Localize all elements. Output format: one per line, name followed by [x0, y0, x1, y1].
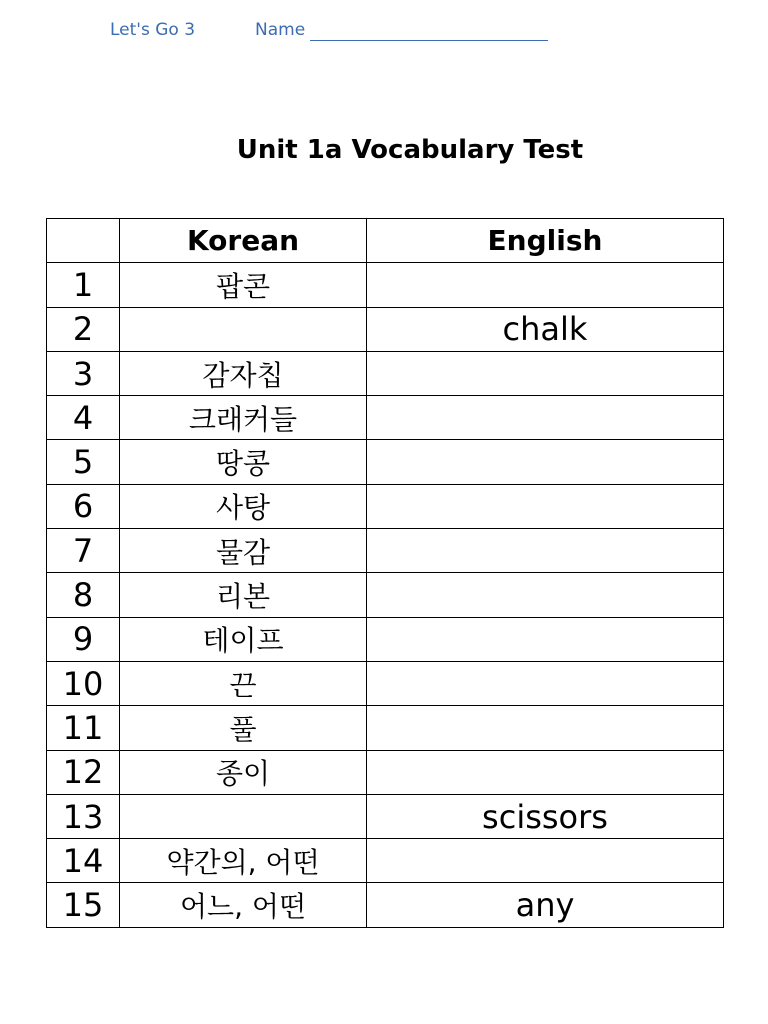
english-cell: any [367, 883, 724, 927]
korean-cell: 크래커들 [120, 396, 367, 440]
row-number: 5 [47, 440, 120, 484]
table-header-row [47, 219, 724, 263]
korean-cell [120, 307, 367, 351]
korean-cell: 땅콩 [120, 440, 367, 484]
table-row [47, 839, 724, 883]
row-number: 4 [47, 396, 120, 440]
english-cell [367, 573, 724, 617]
table-row [47, 794, 724, 838]
page-title: Unit 1a Vocabulary Test [236, 135, 584, 165]
row-number: 12 [47, 750, 120, 794]
table-row [47, 617, 724, 661]
english-cell [367, 750, 724, 794]
table-row [47, 529, 724, 573]
korean-cell: 종이 [120, 750, 367, 794]
table-row [47, 396, 724, 440]
table-row [47, 307, 724, 351]
row-number: 9 [47, 617, 120, 661]
korean-cell: 테이프 [120, 617, 367, 661]
table-row [47, 883, 724, 927]
row-number: 6 [47, 484, 120, 528]
korean-cell: 감자칩 [120, 351, 367, 395]
name-blank-line [310, 40, 548, 41]
english-cell: chalk [367, 307, 724, 351]
table-row [47, 750, 724, 794]
header [110, 20, 306, 40]
english-cell [367, 661, 724, 705]
english-cell [367, 617, 724, 661]
header-english: English [367, 219, 724, 263]
english-cell: scissors [367, 794, 724, 838]
row-number: 8 [47, 573, 120, 617]
table-row [47, 263, 724, 307]
english-cell [367, 263, 724, 307]
korean-cell: 팝콘 [120, 263, 367, 307]
english-cell [367, 706, 724, 750]
table-row [47, 484, 724, 528]
course-label: Let's Go 3 [110, 20, 196, 40]
english-cell [367, 529, 724, 573]
vocabulary-table [46, 218, 724, 928]
english-cell [367, 484, 724, 528]
table-row [47, 706, 724, 750]
header-korean: Korean [120, 219, 367, 263]
english-cell [367, 351, 724, 395]
korean-cell: 물감 [120, 529, 367, 573]
row-number: 10 [47, 661, 120, 705]
korean-cell: 끈 [120, 661, 367, 705]
korean-cell: 약간의, 어떤 [120, 839, 367, 883]
table-row [47, 661, 724, 705]
row-number: 13 [47, 794, 120, 838]
table-row [47, 573, 724, 617]
row-number: 3 [47, 351, 120, 395]
row-number: 11 [47, 706, 120, 750]
table-row [47, 351, 724, 395]
korean-cell: 풀 [120, 706, 367, 750]
english-cell [367, 440, 724, 484]
header-number [47, 219, 120, 263]
row-number: 15 [47, 883, 120, 927]
name-label: Name [255, 20, 306, 40]
row-number: 1 [47, 263, 120, 307]
korean-cell: 리본 [120, 573, 367, 617]
english-cell [367, 396, 724, 440]
row-number: 7 [47, 529, 120, 573]
english-cell [367, 839, 724, 883]
row-number: 2 [47, 307, 120, 351]
korean-cell [120, 794, 367, 838]
korean-cell: 사탕 [120, 484, 367, 528]
korean-cell: 어느, 어떤 [120, 883, 367, 927]
table-row [47, 440, 724, 484]
row-number: 14 [47, 839, 120, 883]
